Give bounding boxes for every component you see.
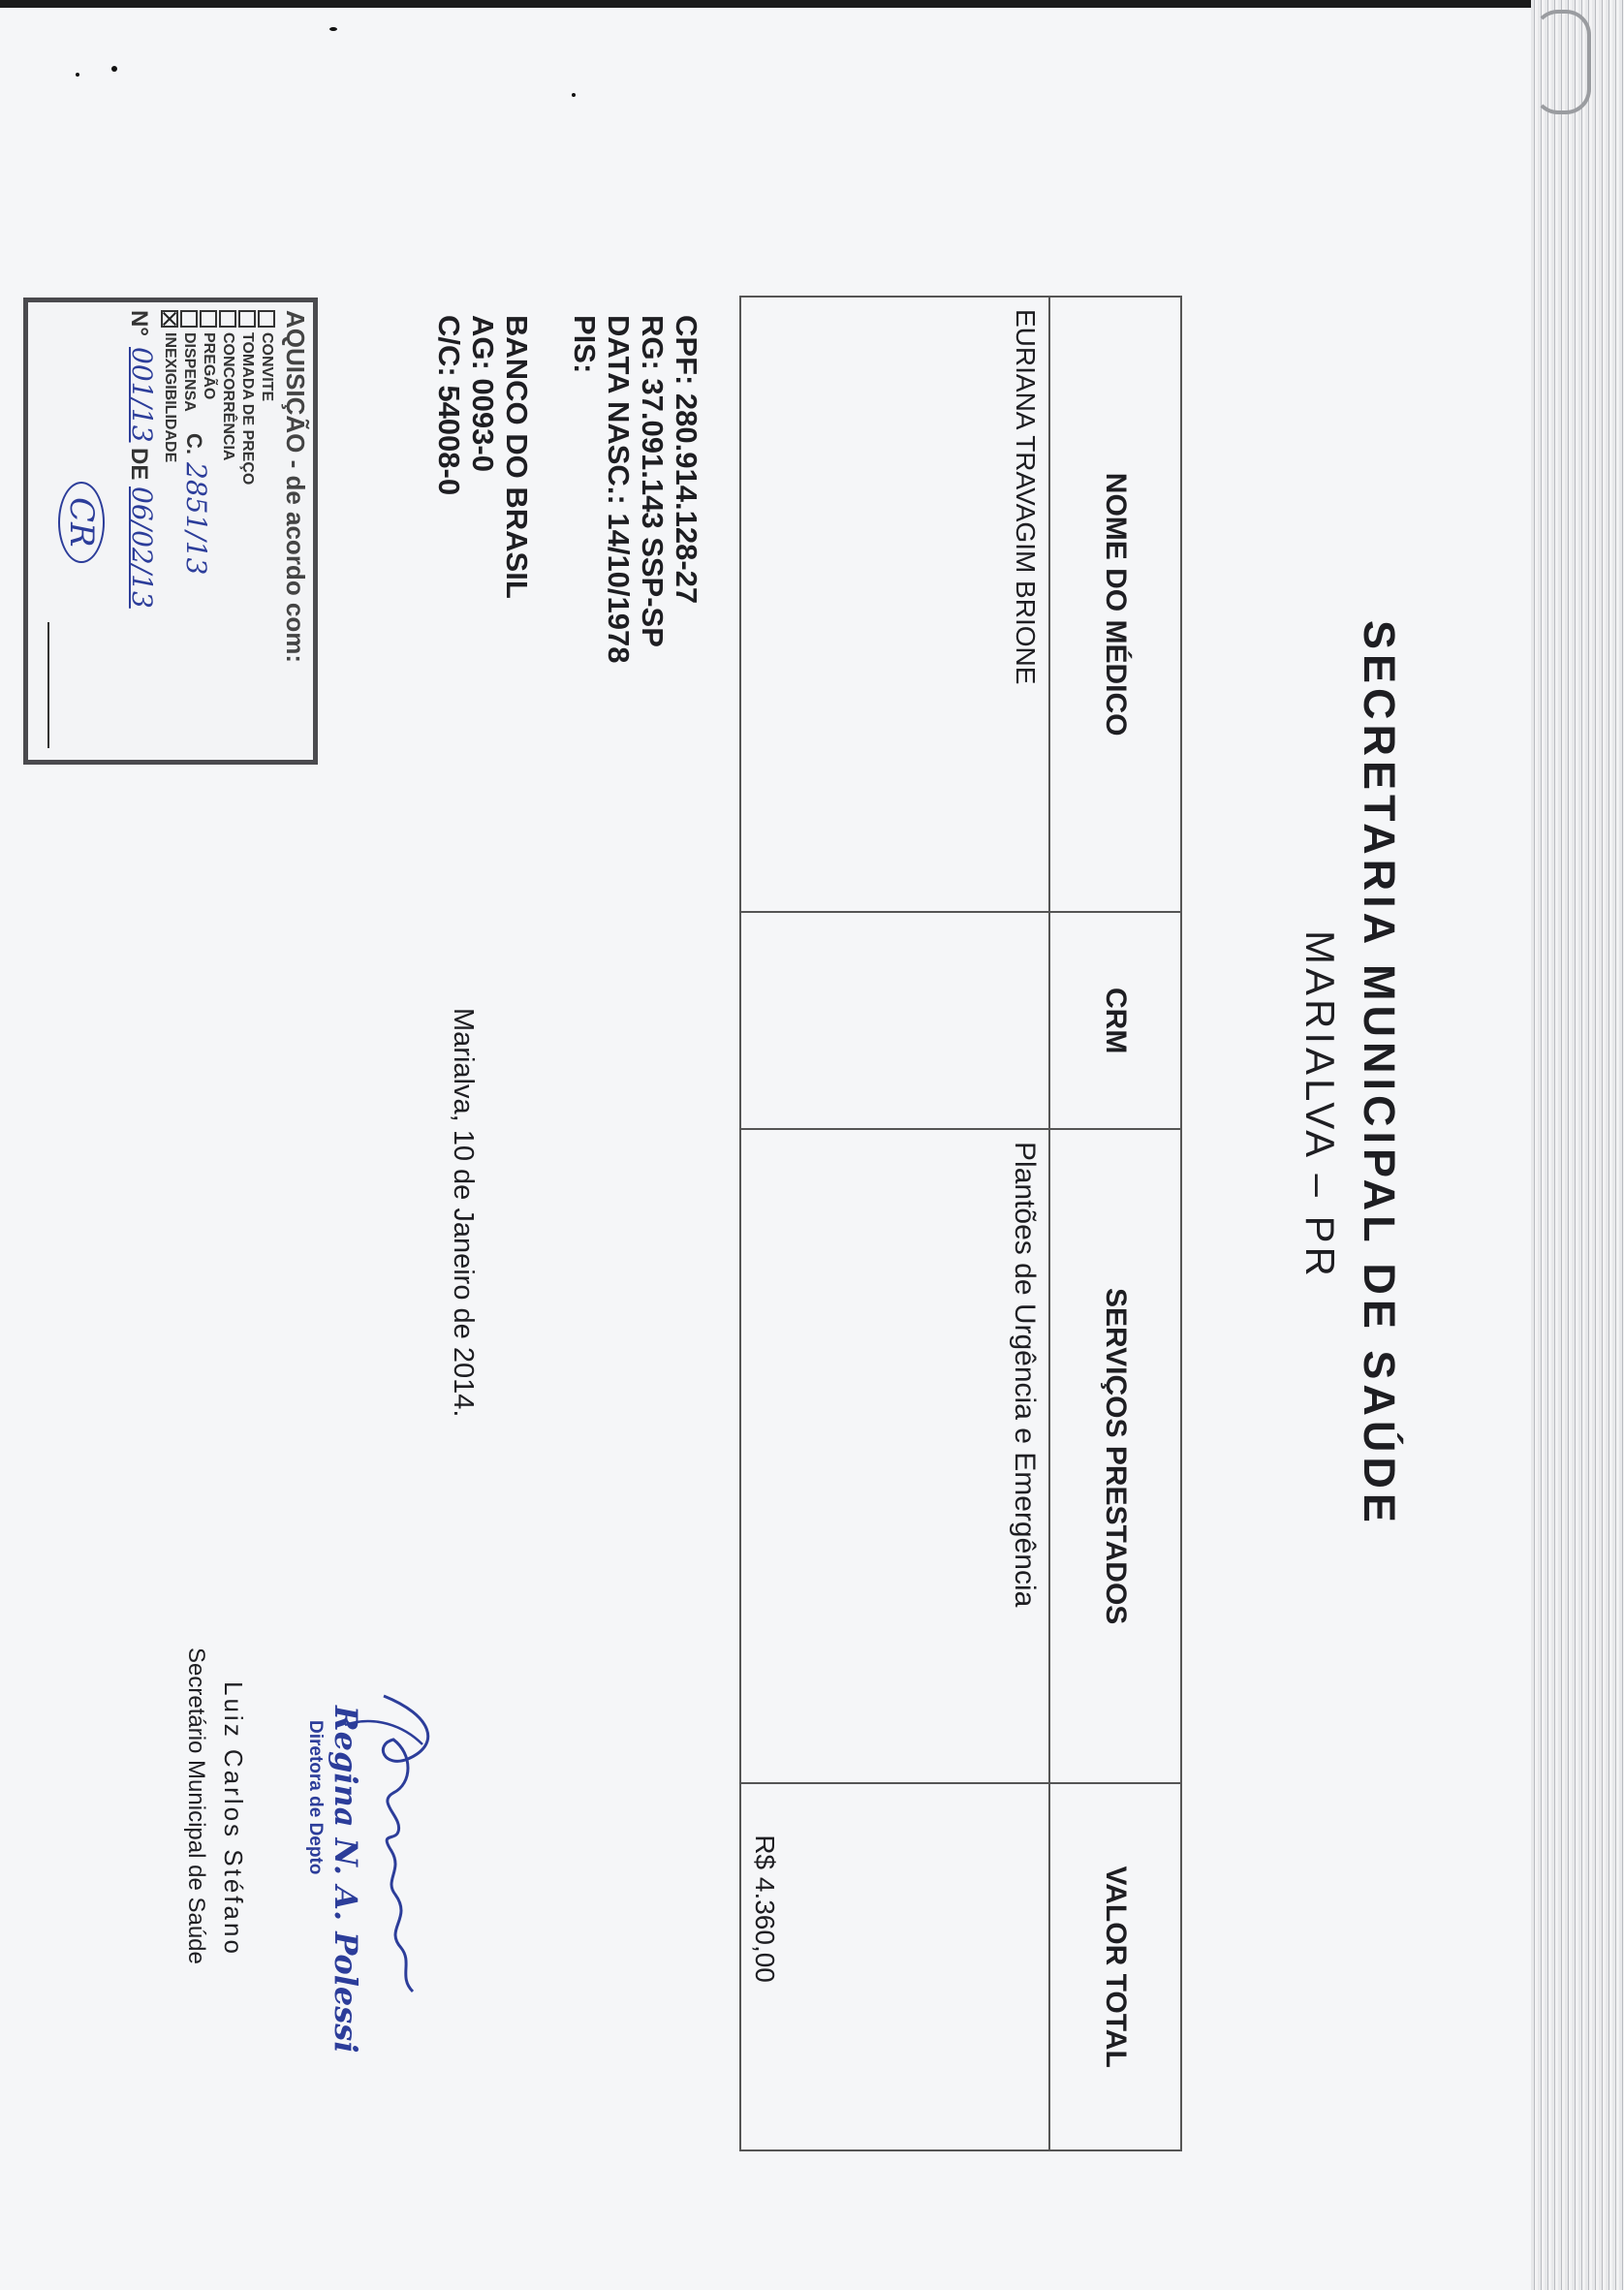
- rg-line: RG: 37.091.143 SSP-SP: [636, 315, 670, 647]
- scan-speck: [572, 93, 576, 97]
- acquisition-stamp: [23, 298, 318, 765]
- col-header-crm: CRM: [1049, 912, 1181, 1129]
- cell-total: [740, 1783, 1049, 2150]
- signatory-role: Secretário Municipal de Saúde: [183, 1647, 209, 1964]
- cell-services: Plantões de Urgência e Emergência: [740, 1129, 1049, 1783]
- bank-agency: AG: 0093-0: [466, 315, 500, 472]
- checkbox-icon: [219, 310, 236, 328]
- checkbox-icon: [180, 310, 198, 328]
- scan-speck: [111, 66, 117, 72]
- stamp-option-dispensa: DISPENSA: [179, 310, 199, 412]
- stamp-option-convite: CONVITE: [257, 310, 276, 401]
- checked-box-icon: [161, 310, 178, 328]
- cpf-line: CPF: 280.914.128-27: [670, 315, 703, 605]
- stamp-date-value: 06/02/13: [126, 486, 158, 609]
- cell-doctor-name: EURIANA TRAVAGIM BRIONE: [740, 297, 1049, 912]
- document-subtitle: MARIALVA – PR: [1297, 930, 1343, 1280]
- stamp-process-number: 2851/13: [180, 462, 212, 576]
- col-header-total: VALOR TOTAL: [1049, 1783, 1181, 2150]
- col-header-name: NOME DO MÉDICO: [1049, 297, 1181, 912]
- stamp-date-prefix: DE: [126, 448, 152, 481]
- checkbox-icon: [238, 310, 256, 328]
- pis-line: PIS:: [568, 315, 602, 374]
- bank-account: C/C: 54008-0: [432, 315, 466, 496]
- document-title: SECRETARIA MUNICIPAL DE SAÚDE: [1355, 620, 1404, 1527]
- table-row: [740, 297, 1049, 2150]
- page-stack-edge: [1531, 0, 1624, 2290]
- stamp-title: AQUISIÇÃO - de acordo com:: [281, 310, 310, 664]
- stamp-number-value: 001/13: [126, 347, 158, 443]
- approval-stamp-role: Diretora de Depto: [305, 1720, 326, 1875]
- stamp-process-prefix: C.: [182, 433, 206, 455]
- services-table: [739, 296, 1182, 2151]
- stamp-option-tomada: TOMADA DE PREÇO: [237, 310, 257, 485]
- date-line: Marialva, 10 de Janeiro de 2014.: [448, 1008, 479, 1418]
- total-value: R$ 4.360,00: [750, 1835, 780, 1983]
- stamp-option-inexigibilidade: INEXIGIBILIDADE: [160, 310, 179, 462]
- stamp-option-concorrencia: CONCORRÊNCIA: [218, 310, 237, 460]
- stamp-option-pregao: PREGÃO: [199, 310, 218, 399]
- col-header-services: SERVIÇOS PRESTADOS: [1049, 1129, 1181, 1783]
- cell-crm: [740, 912, 1049, 1129]
- paper-clip-icon: [1533, 10, 1591, 114]
- scan-speck: [329, 27, 337, 31]
- birth-date-line: DATA NASC.: 14/10/1978: [602, 315, 636, 664]
- checkbox-icon: [258, 310, 275, 328]
- stamp-number-prefix: N°: [126, 310, 152, 336]
- signatory-name: Luiz Carlos Stéfano: [219, 1681, 248, 1957]
- stamp-rule: [47, 622, 49, 748]
- scan-speck: [76, 73, 79, 77]
- approval-stamp-name: Regina N. A. Polessi: [328, 1706, 364, 2054]
- bank-name: BANCO DO BRASIL: [500, 315, 534, 599]
- table-header-row: [1049, 297, 1181, 2150]
- stamp-initials: CR: [58, 482, 105, 563]
- checkbox-icon: [200, 310, 217, 328]
